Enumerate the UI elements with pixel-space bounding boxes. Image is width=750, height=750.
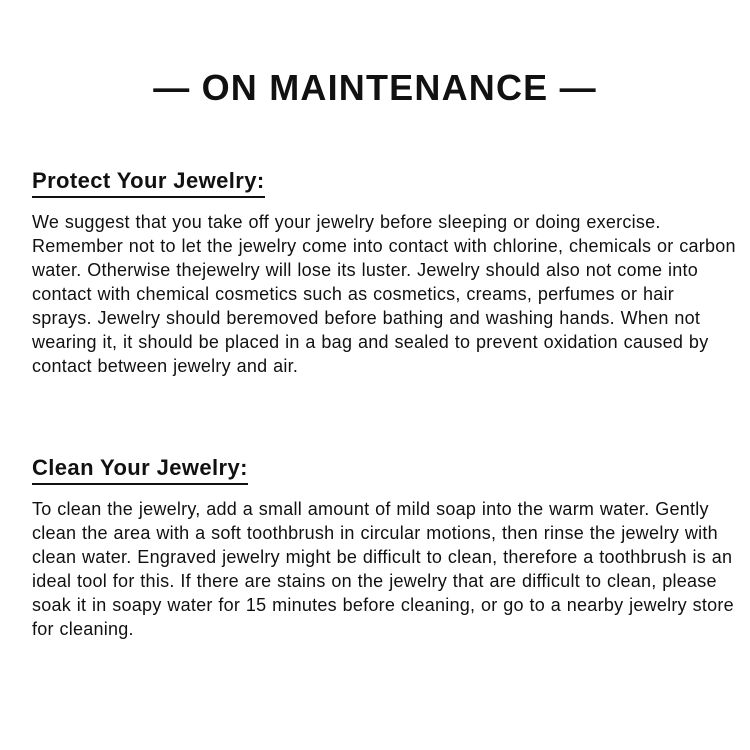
protect-heading: Protect Your Jewelry: [32,166,265,198]
protect-body: We suggest that you take off your jewelry before sleeping or doing exercise. Remember not to let the jewelry come into contact with chlorine, chemicals or carbon water. Otherwise thejewelry will lose its luster. Jewelry should also not come into contact with chemical cosmetics such as cosmetics, creams, perfumes or hair sprays. Jewelry should beremoved before bathing and washing hands. When not wearing it, it should be placed in a bag and sealed to prevent oxidation caused by contact between jewelry and air. [32,212,736,376]
clean-body: To clean the jewelry, add a small amount of mild soap into the warm water. Gently clean the area with a soft toothbrush in circular motions, then rinse the jewelry with clean water. Engraved jewelry might be difficult to clean, therefore a toothbrush is an ideal tool for this. If there are stains on the jewelry that are difficult to clean, please soak it in soapy water for 15 minutes before cleaning, or go to a nearby jewelry store for cleaning. [32,499,734,639]
clean-heading: Clean Your Jewelry: [32,453,248,485]
protect-section [32,166,737,378]
page-title: — ON MAINTENANCE — [153,67,597,108]
clean-section [32,453,737,641]
